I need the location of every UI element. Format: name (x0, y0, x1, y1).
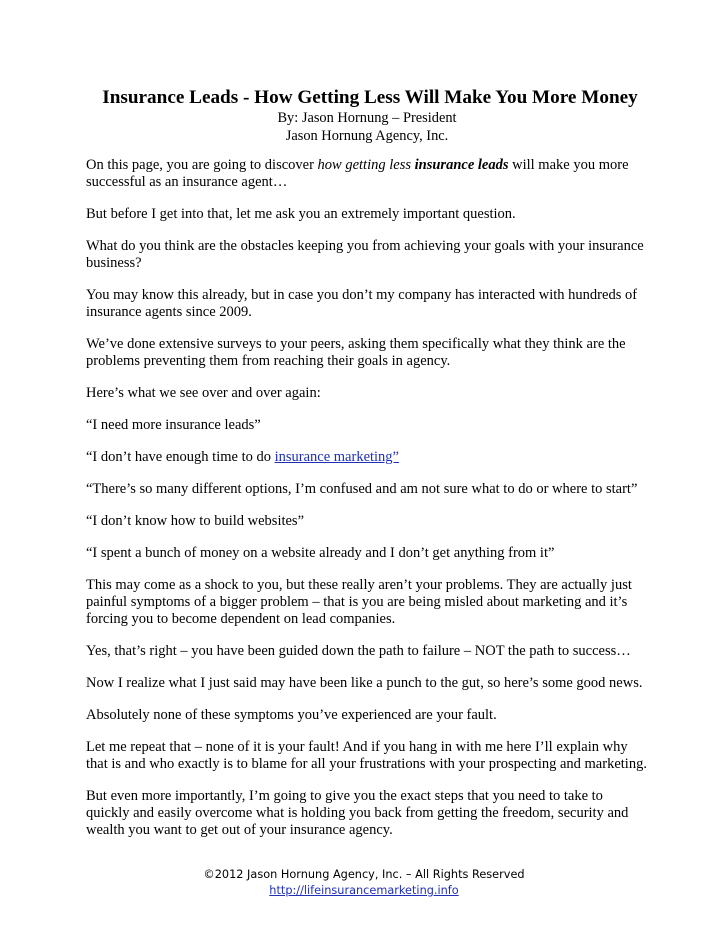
intro-text-start: On this page, you are going to discover (86, 157, 318, 173)
paragraph-repeat: Let me repeat that – none of it is your fault! And if you hang in with me here I’ll explain why that is and who exactly is to blame for all your frustrations with your prospecting and marketing. (86, 739, 647, 772)
intro-italic-phrase: how getting less (317, 157, 411, 173)
paragraph-question: What do you think are the obstacles keeping you from achieving your goals with your insurance business? (86, 238, 644, 271)
paragraph-intro (86, 157, 648, 191)
paragraph-surveys: We’ve done extensive surveys to your peers, asking them specifically what they think are the problems preventing them from reaching their goals in agency. (86, 336, 626, 369)
footer-url-line (0, 883, 728, 899)
paragraph-not-your-fault: Absolutely none of these symptoms you’ve experienced are your fault. (86, 707, 497, 723)
paragraph-good-news: Now I realize what I just said may have been like a punch to the gut, so here’s some good news. (86, 675, 643, 691)
footer-copyright: ©2012 Jason Hornung Agency, Inc. – All Rights Reserved (203, 868, 525, 881)
insurance-marketing-link[interactable]: insurance marketing” (274, 449, 399, 465)
quote-confused: “There’s so many different options, I’m confused and am not sure what to do or where to start” (86, 481, 638, 497)
quote-no-time (86, 449, 648, 466)
quote-spent-money: “I spent a bunch of money on a website already and I don’t get anything from it” (86, 545, 555, 561)
quote-no-time-text: “I don’t have enough time to do (86, 449, 275, 465)
company-name: Jason Hornung Agency, Inc. (285, 128, 449, 144)
paragraph-path-to-failure: Yes, that’s right – you have been guided down the path to failure – NOT the path to success… (86, 643, 631, 659)
paragraph-question-intro: But before I get into that, let me ask you an extremely important question. (86, 206, 516, 222)
paragraph-experience: You may know this already, but in case you don’t my company has interacted with hundreds of insurance agents since 2009. (86, 287, 638, 320)
intro-text-end: will make you more successful as an insurance agent… (86, 157, 629, 190)
footer-website-link[interactable]: http://lifeinsurancemarketing.info (269, 884, 459, 897)
intro-bold-keyword: insurance leads (414, 157, 509, 173)
paragraph-exact-steps: But even more importantly, I’m going to give you the exact steps that you need to take to quickly and easily overcome what is holding you back from getting the freedom, security and wealth you want to get out of your insurance agency. (86, 788, 629, 838)
quote-more-leads: “I need more insurance leads” (86, 417, 261, 433)
quote-websites: “I don’t know how to build websites” (86, 513, 305, 529)
page-title: Insurance Leads - How Getting Less Will Make You More Money (102, 87, 638, 108)
document-page (86, 86, 648, 854)
paragraph-heres-what: Here’s what we see over and over again: (86, 385, 321, 401)
author-byline: By: Jason Hornung – President (277, 110, 457, 126)
paragraph-shock: This may come as a shock to you, but these really aren’t your problems. They are actually just painful symptoms of a bigger problem – that is you are being misled about marketing and it’s forcing you to become dependent on lead companies. (86, 577, 632, 627)
